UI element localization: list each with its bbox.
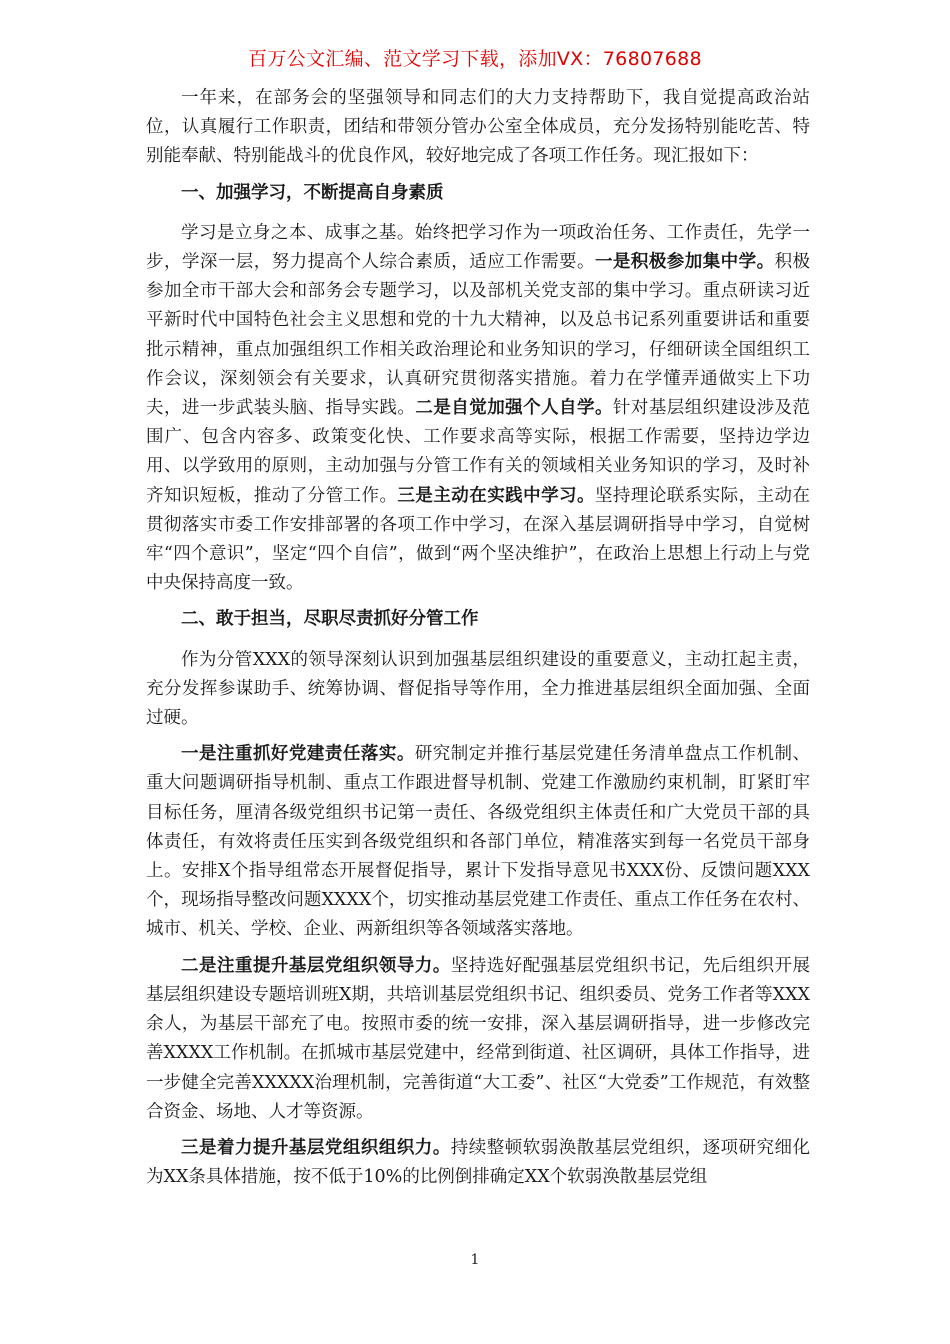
item2-bold: 二是注重提升基层党组织领导力。 <box>181 955 451 976</box>
section2-item-1 <box>146 740 810 944</box>
item1-text: 研究制定并推行基层党建任务清单盘点工作机制、重大问题调研指导机制、重点工作跟进督导机制、党建工作激励约束机制，盯紧盯牢目标任务，厘清各级党组织书记第一责任、各级党组织主体责任和广大党员干部的具体责任，有效将责任压实到各级党组织和各部门单位，精准落实到每一名党员干部身上。安排X个指导组常态开展督促指导，累计下发指导意见书XXX份、反馈问题XXX个，现场指导整改问题XXXX个，切实推动基层党建工作责任、重点工作任务在农村、城市、机关、学校、企业、两新组织等各领域落实落地。 <box>146 744 811 940</box>
section-heading-2: 二、敢于担当，尽职尽责抓好分管工作 <box>181 609 479 630</box>
section1-bold-1: 一是积极参加集中学。 <box>594 252 775 273</box>
page-number: 1 <box>470 1252 480 1268</box>
section-heading-1: 一、加强学习，不断提高自身素质 <box>181 182 444 203</box>
section2-item-2 <box>146 952 810 1127</box>
section1-text-3: 针对基层组织建设涉及范围广、包含内容多、政策变化快、工作要求高等实际，根据工作需要，坚持边学边用、以学致用的原则，主动加强与分管工作有关的领域相关业务知识的学习，及时补齐知识短板，推动了分管工作。 <box>146 398 811 506</box>
section1-text-2: 积极参加全市干部大会和部务会专题学习，以及部机关党支部的集中学习。重点研读习近平新时代中国特色社会主义思想和党的十九大精神，以及总书记系列重要讲话和重要批示精神，重点加强组织工作相关政治理论和业务知识的学习，仔细研读全国组织工作会议，深刻领会有关要求，认真研究贯彻落实措施。着力在学懂弄通做实上下功夫，进一步武装头脑、指导实践。 <box>146 252 811 419</box>
section1-bold-2: 二是自觉加强个人自学。 <box>415 398 613 419</box>
section2-intro: 作为分管XXX的领导深刻认识到加强基层组织建设的重要意义，主动扛起主责，充分发挥参谋助手、统筹协调、督促指导等作用，全力推进基层组织全面加强、全面过硬。 <box>146 649 810 729</box>
section1-text-4: 坚持理论联系实际，主动在贯彻落实市委工作安排部署的各项工作中学习，在深入基层调研指导中学习，自觉树牢“四个意识”，坚定“四个自信”，做到“两个坚决维护”，在政治上思想上行动上与党中央保持高度一致。 <box>146 485 811 594</box>
section1-text-1: 学习是立身之本、成事之基。始终把学习作为一项政治任务、工作责任，先学一步，学深一层，努力提高个人综合素质，适应工作需要。 <box>146 222 810 273</box>
section1-paragraph <box>146 219 810 599</box>
item2-text: 坚持选好配强基层党组织书记，先后组织开展基层组织建设专题培训班X期，共培训基层党组织书记、组织委员、党务工作者等XXX余人，为基层干部充了电。按照市委的统一安排，深入基层调研指导，进一步修改完善XXXX工作机制。在抓城市基层党建中，经常到街道、社区调研，具体工作指导，进一步健全完善XXXXX治理机制，完善街道“大工委”、社区“大党委”工作规范，有效整合资金、场地、人才等资源。 <box>146 955 811 1122</box>
item3-bold: 三是着力提升基层党组织组织力。 <box>181 1137 451 1158</box>
watermark-banner: 百万公文汇编、范文学习下载，添加VX：76807688 <box>248 48 702 70</box>
item3-text: 持续整顿软弱涣散基层党组织，逐项研究细化为XX条具体措施，按不低于10%的比例倒排确定XX个软弱涣散基层党组 <box>146 1137 811 1188</box>
section1-bold-3: 三是主动在实践中学习。 <box>397 485 595 506</box>
section2-item-3 <box>146 1134 810 1192</box>
item1-bold: 一是注重抓好党建责任落实。 <box>181 744 415 765</box>
intro-paragraph: 一年来，在部务会的坚强领导和同志们的大力支持帮助下，我自觉提高政治站位，认真履行工作职责，团结和带领分管办公室全体成员，充分发扬特别能吃苦、特别能奉献、特别能战斗的优良作风，较好地完成了各项工作任务。现汇报如下： <box>146 88 810 167</box>
document-body <box>146 84 810 1199</box>
